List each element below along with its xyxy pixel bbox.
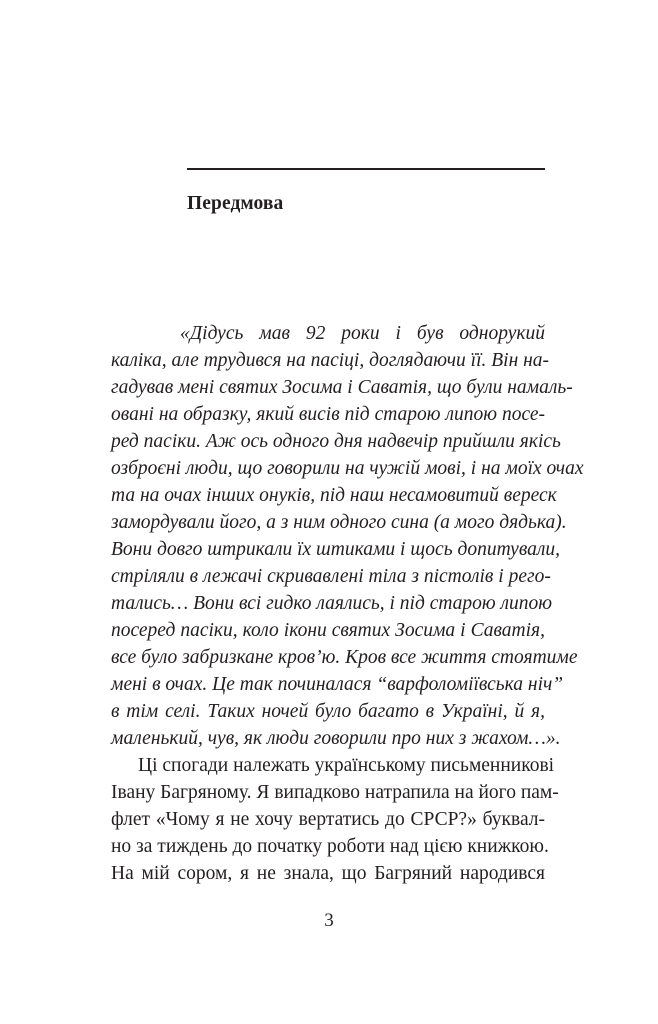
quote-line: стріляли в лежачі скривавлені тіла з пістолів і рего- [111, 566, 551, 587]
quote-line: в тім селі. Таких ночей було багато в Україні, й я, [111, 701, 545, 722]
page-number: 3 [324, 910, 334, 931]
page-title: Передмова [187, 193, 284, 214]
quote-line: каліка, але трудився на пасіці, доглядаючи її. Він на- [111, 350, 550, 371]
quote-line: посеред пасіки, коло ікони святих Зосима і Саватія, [111, 620, 545, 641]
quote-line: та на очах інших онуків, під наш несамовитий вереск [111, 485, 557, 506]
quote-line: ред пасіки. Аж ось одного дня надвечір прийшли якісь [111, 431, 561, 452]
quote-line: все було забризкане кров’ю. Кров все життя стоятиме [111, 647, 578, 668]
quote-line: озброєні люди, що говорили на чужій мові, і на моїх очах [111, 458, 584, 479]
paragraph-line: На мій сором, я не знала, що Багряний народився [111, 863, 545, 884]
quote-line: гадував мені святих Зосима і Саватія, що були намаль- [111, 377, 573, 398]
quote-line: мені в очах. Це так починалася “варфоломіївська ніч” [111, 674, 564, 695]
paragraph-line: но за тиждень до початку роботи над цією книжкою. [111, 836, 549, 857]
quote-line: овані на образку, який висів під старою липою посе- [111, 404, 545, 425]
quote-line: тались… Вони всі гидко лаялись, і під старою липою [111, 593, 553, 614]
paragraph-line: Івану Багряному. Я випадково натрапила на його пам- [111, 782, 559, 803]
heading-rule [187, 168, 545, 170]
paragraph-line: флет «Чому я не хочу вертатись до СРСР?» буквал- [111, 809, 545, 830]
paragraph-line: Ці спогади належать українському письменникові [138, 755, 555, 776]
quote-line: «Дідусь мав 92 роки і був однорукий [180, 323, 545, 344]
quote-line: маленький, чув, як люди говорили про них з жахом…». [111, 728, 561, 749]
quote-line: Вони довго штрикали їх штиками і щось допитували, [111, 539, 561, 560]
quote-line: замордували його, а з ним одного сина (а мого дядька). [111, 512, 567, 533]
body-text [111, 320, 584, 887]
